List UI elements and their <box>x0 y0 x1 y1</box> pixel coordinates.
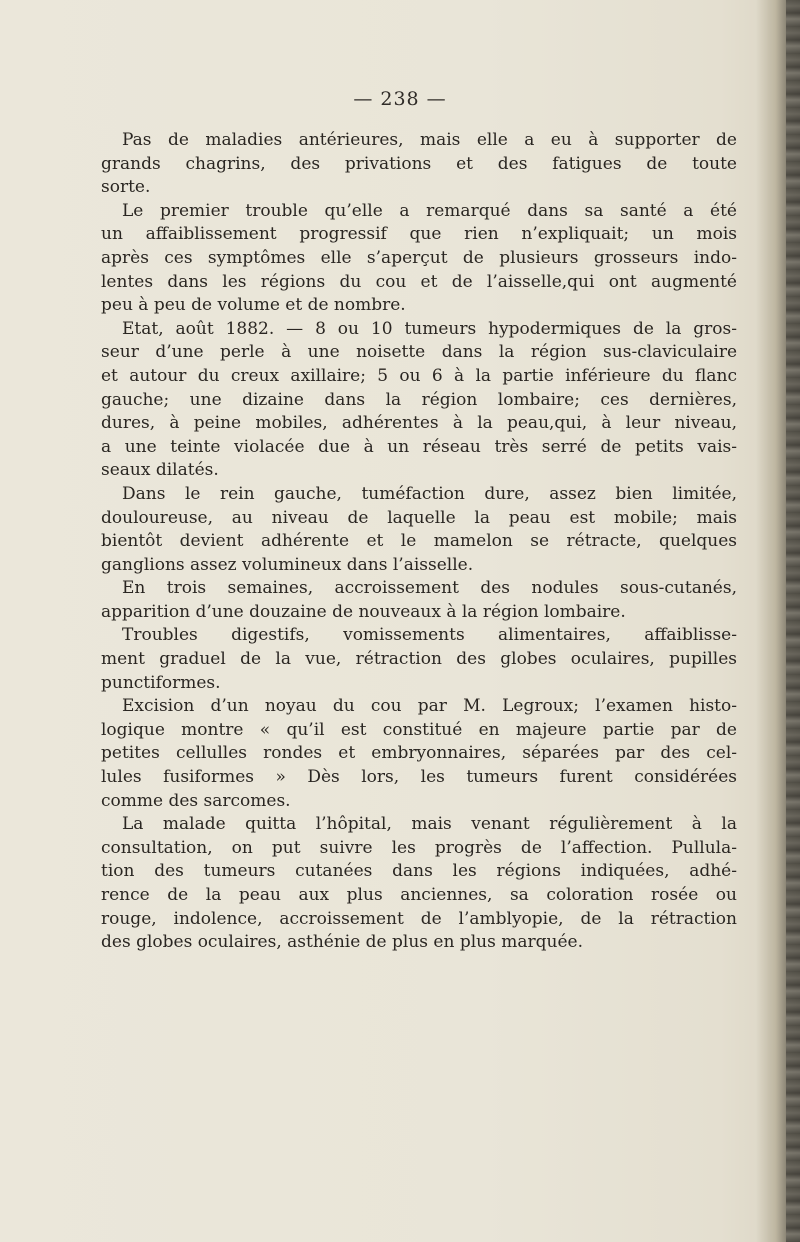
text-line: bientôt devient adhérente et le mamelon se rétracte, quelques <box>101 531 737 552</box>
text-line: lentes dans les régions du cou et de l’aisselle,qui ont augmenté <box>101 271 737 292</box>
text-line: En trois semaines, accroissement des nodules sous-cutanés, <box>122 578 737 599</box>
paragraph-digestive-troubles <box>101 624 737 695</box>
text-line: grands chagrins, des privations et des fatigues de toute <box>101 153 737 174</box>
text-line: Etat, août 1882. — 8 ou 10 tumeurs hypodermiques de la gros- <box>122 318 737 339</box>
text-line: seaux dilatés. <box>101 460 219 481</box>
paragraph-three-weeks <box>101 577 737 624</box>
text-line: tion des tumeurs cutanées dans les régions indiquées, adhé- <box>101 861 737 882</box>
text-line: des globes oculaires, asthénie de plus en plus marquée. <box>101 932 583 953</box>
text-line: comme des sarcomes. <box>101 790 291 811</box>
paragraph-left-kidney <box>101 483 737 577</box>
page-binding-edge <box>756 0 800 1242</box>
text-line: apparition d’une douzaine de nouveaux à la région lombaire. <box>101 601 626 622</box>
text-line: un affaiblissement progressif que rien n’expliquait; un mois <box>101 224 737 245</box>
text-line: petites cellulles rondes et embryonnaires, séparées par des cel- <box>101 743 737 764</box>
text-line: Troubles digestifs, vomissements alimentaires, affaiblisse- <box>122 625 737 646</box>
text-line: seur d’une perle à une noisette dans la région sus-claviculaire <box>101 342 737 363</box>
text-line: Le premier trouble qu’elle a remarqué dans sa santé a été <box>122 200 737 221</box>
text-line: rouge, indolence, accroissement de l’amblyopie, de la rétraction <box>101 908 737 929</box>
text-line: La malade quitta l’hôpital, mais venant régulièrement à la <box>122 814 737 835</box>
text-line: Pas de maladies antérieures, mais elle a eu à supporter de <box>122 130 737 150</box>
text-line: ment graduel de la vue, rétraction des globes oculaires, pupilles <box>101 649 737 670</box>
body-text <box>101 129 737 955</box>
paragraph-excision <box>101 695 737 813</box>
text-line: Dans le rein gauche, tuméfaction dure, assez bien limitée, <box>122 483 737 504</box>
text-line: consultation, on put suivre les progrès de l’affection. Pullula- <box>101 837 737 858</box>
text-line: punctiformes. <box>101 672 221 693</box>
text-line: et autour du creux axillaire; 5 ou 6 à la partie inférieure du flanc <box>101 365 737 386</box>
text-line: dures, à peine mobiles, adhérentes à la peau,qui, à leur niveau, <box>101 413 737 434</box>
text-line: lules fusiformes » Dès lors, les tumeurs furent considérées <box>101 767 737 788</box>
page-number: — 238 — <box>353 88 447 110</box>
paragraph-previous-illnesses <box>101 129 737 200</box>
text-line: rence de la peau aux plus anciennes, sa coloration rosée ou <box>101 885 737 905</box>
text-line: gauche; une dizaine dans la région lombaire; ces dernières, <box>101 389 737 410</box>
text-line: logique montre « qu’il est constitué en majeure partie par de <box>101 719 737 740</box>
text-line: ganglions assez volumineux dans l’aisselle. <box>101 554 474 575</box>
text-line: sorte. <box>101 177 151 198</box>
text-line: peu à peu de volume et de nombre. <box>101 295 406 316</box>
paragraph-first-trouble <box>101 200 737 318</box>
paragraph-hospital-departure <box>101 813 737 955</box>
paragraph-state-august-1882 <box>101 318 737 483</box>
text-line: douloureuse, au niveau de laquelle la peau est mobile; mais <box>101 507 737 528</box>
text-line: après ces symptômes elle s’aperçut de plusieurs grosseurs indo- <box>101 247 737 268</box>
text-line: Excision d’un noyau du cou par M. Legroux; l’examen histo- <box>122 696 737 717</box>
text-line: a une teinte violacée due à un réseau très serré de petits vais- <box>101 436 737 457</box>
